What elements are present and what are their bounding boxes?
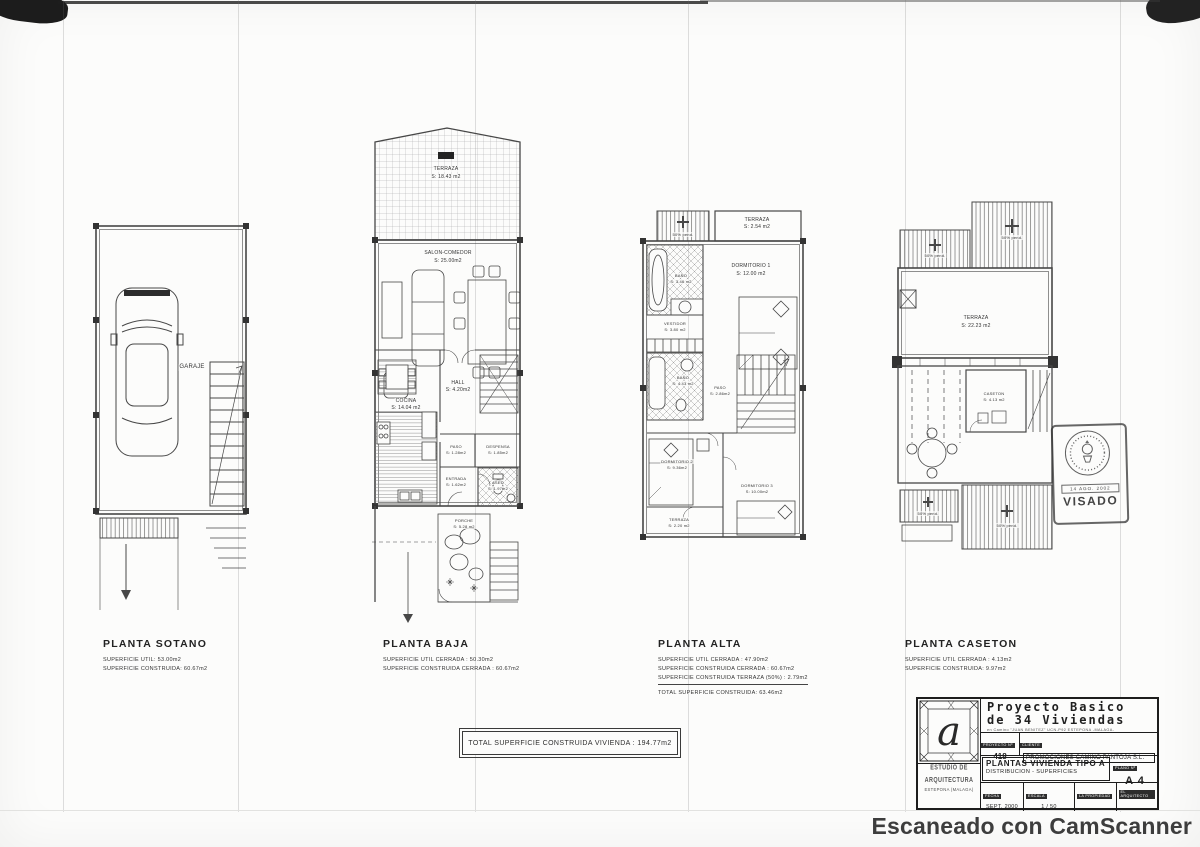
project-title-line2: de 34 Viviendas bbox=[987, 713, 1126, 727]
cliente-cell bbox=[1020, 733, 1157, 761]
room-area-vestidor: S: 3.80 m2 bbox=[664, 327, 686, 332]
terrace-tiles bbox=[375, 128, 520, 240]
stamp-seal-icon bbox=[1053, 425, 1122, 479]
room-area-aseo: S: 1.97m2 bbox=[487, 486, 509, 491]
stamp-date: 14 AGO. 2002 bbox=[1061, 483, 1119, 494]
room-label-paso: PASO bbox=[450, 444, 462, 449]
architect-logo bbox=[918, 699, 980, 764]
room-label-terraza: TERRAZA bbox=[963, 315, 989, 321]
room-label-dorm1: DORMITORIO 1 bbox=[731, 263, 771, 269]
room-label-garaje: GARAJE bbox=[179, 364, 205, 370]
room-label-dorm2: DORMITORIO 2 bbox=[661, 459, 693, 464]
firm-info bbox=[918, 764, 980, 808]
scan-smudge-top-right bbox=[1144, 0, 1200, 27]
room-area-dorm3: S: 10.00m2 bbox=[745, 489, 769, 494]
total-surface-box: TOTAL SUPERFICIE CONSTRUIDA VIVIENDA : 194.77m2 bbox=[462, 731, 678, 755]
escala-value: 1 / 50 bbox=[1041, 804, 1057, 810]
stat-line: SUPERFICIE UTIL CERRADA : 47.90m2 bbox=[658, 657, 769, 663]
room-label-vestidor: VESTIDOR bbox=[663, 321, 687, 326]
cliente-label: CLIENTE bbox=[1022, 743, 1041, 747]
proyecto-cell bbox=[981, 733, 1020, 761]
room-area-hall: S: 4.20m2 bbox=[445, 387, 471, 393]
room-area-dorm2: S: 9.36m2 bbox=[666, 465, 688, 470]
visado-stamp bbox=[1051, 423, 1130, 525]
caption-sotano bbox=[103, 638, 207, 674]
room-label-cocina: COCINA bbox=[395, 398, 417, 404]
sheet-title-cell bbox=[982, 757, 1110, 781]
banyo2 bbox=[647, 353, 703, 420]
kitchen bbox=[375, 412, 437, 504]
room-label-entrada: ENTRADA bbox=[445, 476, 467, 481]
propiedad-label: LA PROPIEDAD bbox=[1079, 794, 1111, 798]
lower-walls bbox=[647, 433, 737, 537]
plan-title-caseton: PLANTA CASETON bbox=[905, 638, 1018, 650]
driveway bbox=[100, 518, 178, 610]
dorm1-bed bbox=[739, 297, 797, 369]
floorplan-alta bbox=[635, 205, 810, 570]
stat-line: SUPERFICIE CONSTRUIDA CERRADA : 60.67m2 bbox=[383, 666, 520, 672]
room-label-paso: PASO bbox=[714, 385, 726, 390]
exterior-steps bbox=[206, 528, 246, 568]
caption-alta bbox=[658, 638, 808, 696]
room-area-paso: S: 1.28m2 bbox=[445, 450, 467, 455]
roof-slope-label: 50% pend. bbox=[917, 511, 939, 516]
room-area-salon: S: 25.00m2 bbox=[434, 258, 462, 264]
caption-baja bbox=[383, 638, 519, 674]
room-area-terraza: S: 18.43 m2 bbox=[431, 174, 461, 180]
scan-edge-line bbox=[58, 1, 708, 4]
plan-title-alta: PLANTA ALTA bbox=[658, 638, 742, 650]
room-label-terraza-top: TERRAZA bbox=[744, 217, 770, 223]
firm-city: ESTEPONA (MALAGA) bbox=[924, 787, 974, 792]
car-icon bbox=[111, 288, 183, 456]
stamp-visado-text: VISADO bbox=[1063, 493, 1119, 509]
sheet-subtitle: DISTRIBUCION - SUPERFICIES bbox=[986, 769, 1078, 775]
title-block-right bbox=[981, 699, 1157, 808]
caption-caseton bbox=[905, 638, 1017, 674]
room-label-banyo2: BAÑO bbox=[676, 375, 690, 380]
room-area-banyo2: S: 4.43 m2 bbox=[672, 381, 694, 386]
cliente-value: PROMOCIONES CAMINO PANTOJA S.L. bbox=[1023, 753, 1155, 763]
garden-table bbox=[907, 428, 957, 478]
pergola-box bbox=[900, 290, 916, 308]
entry-door-arc bbox=[448, 492, 462, 506]
room-label-salon: SALON-COMEDOR bbox=[424, 250, 472, 256]
room-label-despensa: DESPENSA bbox=[486, 444, 510, 449]
stat-line: SUPERFICIE UTIL CERRADA : 4.13m2 bbox=[905, 657, 1012, 663]
dorm2-bed bbox=[649, 439, 709, 505]
title-block-left bbox=[918, 699, 981, 808]
room-label-terraza-bottom: TERRAZA bbox=[668, 517, 690, 522]
room-label-hall: HALL bbox=[451, 380, 465, 386]
sotano-drawing bbox=[88, 222, 258, 622]
proyecto-number: 418 bbox=[993, 752, 1007, 761]
room-label-caseton: CASETON bbox=[983, 391, 1005, 396]
arquitecto-cell bbox=[1117, 783, 1158, 811]
camscanner-note: Escaneado con CamScanner bbox=[871, 813, 1192, 839]
stat-line: SUPERFICIE UTIL CERRADA : 50.30m2 bbox=[383, 657, 494, 663]
roof-slope-label: 50% pend. bbox=[672, 232, 694, 237]
baja-drawing bbox=[360, 122, 535, 627]
stairs bbox=[1026, 370, 1050, 432]
room-area-cocina: S: 14.04 m2 bbox=[391, 405, 421, 411]
project-title-line1: Proyecto Basico bbox=[987, 700, 1126, 714]
stat-total: TOTAL SUPERFICIE CONSTRUIDA: 63.46m2 bbox=[658, 690, 783, 696]
plano-number: A 4 bbox=[1125, 775, 1145, 787]
logo-frame-icon bbox=[918, 699, 980, 763]
plan-title-sotano: PLANTA SOTANO bbox=[103, 638, 208, 650]
dorm3-bed bbox=[737, 501, 795, 535]
escala-cell bbox=[1024, 783, 1075, 811]
stat-line: SUPERFICIE CONSTRUIDA: 60.67m2 bbox=[103, 666, 208, 672]
logo-letter: a bbox=[937, 709, 961, 755]
firm-name: ESTUDIO DE ARQUITECTURA bbox=[924, 763, 974, 785]
room-label-aseo: ASEO bbox=[492, 480, 504, 485]
stat-line-underlined: SUPERFICIE CONSTRUIDA TERRAZA (50%) : 2.79m2 bbox=[658, 674, 808, 685]
fold-crease bbox=[1120, 0, 1121, 812]
plano-label: PLANO Nº bbox=[1115, 766, 1136, 770]
escala-label: ESCALA bbox=[1028, 794, 1045, 798]
roof-slope-label: 50% pend. bbox=[996, 523, 1018, 528]
fecha-label: FECHA bbox=[985, 794, 1000, 798]
room-label-dorm3: DORMITORIO 3 bbox=[741, 483, 773, 488]
title-block bbox=[916, 697, 1159, 810]
arquitecto-label: EL ARQUITECTO bbox=[1119, 790, 1156, 799]
fold-crease bbox=[63, 0, 64, 812]
room-area-caseton: S: 4.13 m2 bbox=[983, 397, 1005, 402]
stairs bbox=[210, 362, 244, 506]
room-label-banyo1: BAÑO bbox=[674, 273, 688, 278]
room-area-terraza-bottom: S: 2.20 m2 bbox=[668, 523, 690, 528]
pergola-shadow-lines bbox=[912, 370, 960, 443]
room-area-terraza: S: 22.23 m2 bbox=[961, 323, 991, 329]
room-area-banyo1: S: 3.46 m2 bbox=[670, 279, 692, 284]
porch-garden bbox=[372, 506, 518, 623]
room-area-porche: S: 5.28 m2 bbox=[453, 524, 475, 529]
plan-title-baja: PLANTA BAJA bbox=[383, 638, 470, 650]
stat-line: SUPERFICIE CONSTRUIDA: 9.97m2 bbox=[905, 666, 1006, 672]
roof-slope-label: 50% pend. bbox=[924, 253, 946, 258]
floorplan-caseton bbox=[890, 195, 1070, 570]
floorplan-baja bbox=[360, 122, 535, 627]
stairs bbox=[737, 355, 795, 433]
room-label-porche: PORCHE bbox=[454, 518, 474, 523]
project-subtitle: en Camino "JUAN BENITEZ" UCN-P92 ESTEPONA -MALAGA- bbox=[987, 728, 1115, 732]
room-area-paso: S: 2.86m2 bbox=[709, 391, 731, 396]
fecha-value: SEPT. 2000 bbox=[985, 804, 1019, 810]
room-area-terraza-top: S: 2.54 m2 bbox=[743, 224, 771, 230]
legend-box bbox=[438, 152, 454, 159]
stat-line: SUPERFICIE CONSTRUIDA CERRADA : 60.67m2 bbox=[658, 666, 795, 672]
sheet-title: PLANTAS VIVIENDA TIPO A bbox=[986, 759, 1106, 768]
room-area-entrada: S: 1.62m2 bbox=[445, 482, 467, 487]
propiedad-cell bbox=[1075, 783, 1117, 811]
floorplan-sotano bbox=[88, 222, 258, 622]
roof-slope-label: 50% pend. bbox=[1001, 235, 1023, 240]
scan-edge-line-2 bbox=[700, 0, 1160, 2]
fecha-cell bbox=[981, 783, 1024, 811]
breakfast-nook bbox=[378, 360, 416, 394]
room-label-terraza: TERRAZA bbox=[433, 166, 459, 172]
plano-cell bbox=[1111, 756, 1157, 787]
room-area-dorm1: S: 12.00 m2 bbox=[736, 271, 766, 277]
proyecto-label: PROYECTO Nº bbox=[983, 743, 1013, 747]
stat-line: SUPERFICIE UTIL: 53.00m2 bbox=[103, 657, 182, 663]
room-area-despensa: S: 1.85m2 bbox=[487, 450, 509, 455]
project-title bbox=[981, 699, 1157, 733]
